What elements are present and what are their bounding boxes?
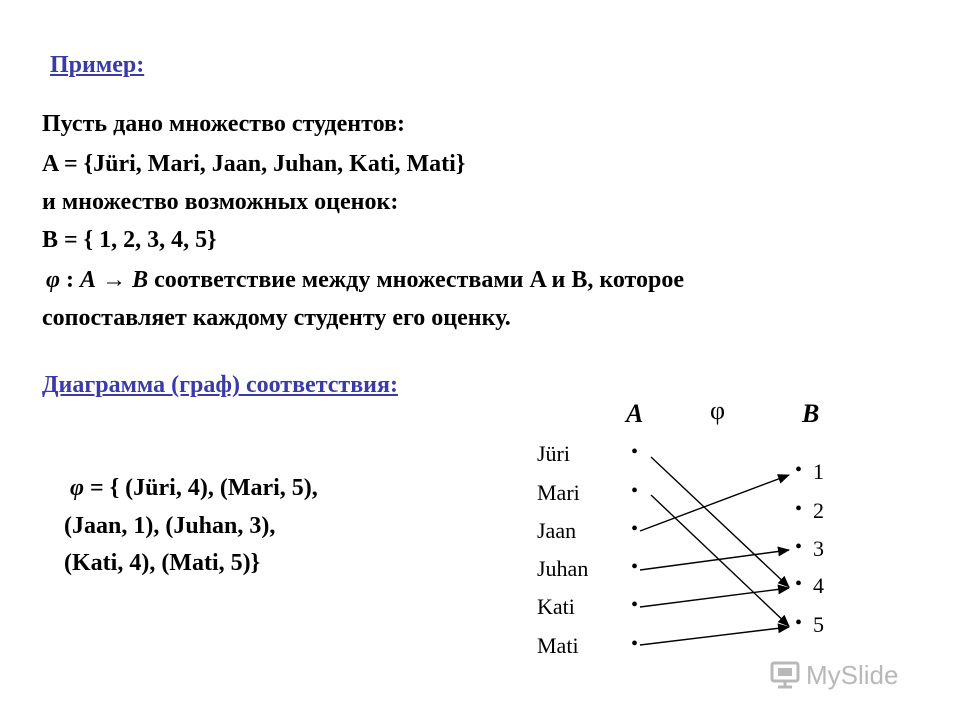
student-juri: Jüri <box>537 441 570 466</box>
arrow-symbol: → <box>96 267 133 293</box>
grade-4: 4 <box>813 573 824 598</box>
colon: : <box>60 267 81 293</box>
diagram-label-phi: φ <box>710 396 726 425</box>
grade-dot: • <box>795 459 803 481</box>
statement-line-1: Пусть дано множество студентов: <box>42 111 405 137</box>
slide-icon <box>770 660 802 690</box>
watermark-text: MySlide <box>806 660 899 690</box>
grade-5: 5 <box>813 612 824 637</box>
statement-line-3: и множество возможных оценок: <box>42 189 399 215</box>
student-juhan: Juhan <box>537 556 589 581</box>
grade-3: 3 <box>813 536 824 561</box>
student-mari: Mari <box>537 480 580 505</box>
student-jaan: Jaan <box>537 518 577 543</box>
set-b-symbol: B <box>132 267 149 293</box>
statement-line-5-rest: соответствие между множествами A и B, которое <box>148 267 685 293</box>
arrow-mari-5 <box>651 495 789 626</box>
example-heading: Пример: <box>50 52 145 78</box>
student-dot: • <box>631 633 639 655</box>
tuples-line-1-text: = { (Jüri, 4), (Mari, 5), <box>84 475 318 501</box>
arrow-jaan-1 <box>640 475 789 531</box>
arrow-juri-4 <box>651 457 789 587</box>
student-dot: • <box>631 556 639 578</box>
statement-line-2: A = {Jüri, Mari, Jaan, Juhan, Kati, Mati} <box>42 151 466 177</box>
set-a-symbol: A <box>80 267 97 293</box>
student-kati: Kati <box>537 594 575 619</box>
student-dot: • <box>631 518 639 540</box>
statement-line-4: B = { 1, 2, 3, 4, 5} <box>42 227 217 253</box>
grade-2: 2 <box>813 498 824 523</box>
diagram-label-b: B <box>802 399 820 428</box>
phi-symbol: φ <box>46 267 61 293</box>
grade-dot: • <box>795 573 803 595</box>
grade-dot: • <box>795 536 803 558</box>
student-dot: • <box>631 594 639 616</box>
student-mati: Mati <box>537 633 579 658</box>
student-dot: • <box>631 441 639 463</box>
statement-line-6: сопоставляет каждому студенту его оценку. <box>42 305 511 331</box>
diagram-heading: Диаграмма (граф) соответствия: <box>42 372 398 398</box>
arrow-mati-5 <box>640 627 789 645</box>
arrow-juhan-3 <box>640 550 789 570</box>
grade-dot: • <box>795 498 803 520</box>
tuples-line-3: (Kati, 4), (Mati, 5)} <box>64 550 261 576</box>
grade-1: 1 <box>813 459 824 484</box>
diagram-label-a: A <box>626 399 644 428</box>
tuples-phi-symbol: φ <box>70 475 85 501</box>
student-dot: • <box>631 480 639 502</box>
watermark-logo <box>770 660 802 695</box>
grade-dot: • <box>795 612 803 634</box>
tuples-line-2: (Jaan, 1), (Juhan, 3), <box>64 513 276 539</box>
